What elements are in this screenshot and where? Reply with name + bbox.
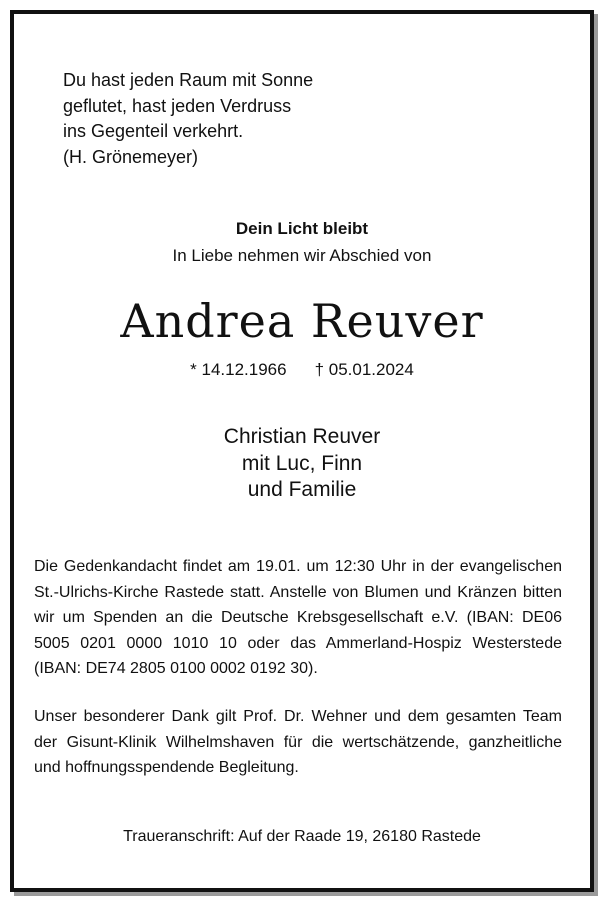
memorial-info-paragraph: Die Gedenkandacht findet am 19.01. um 12:30 Uhr in der evangelischen St.-Ulrichs-Kirche Rastede statt. Anstelle von Blumen und Kränzen bitten wir um Spenden an die Deutsche Krebsgesellschaft e.V. (IBAN: DE06 5005 0201 0000 1010 10 oder das Ammerland-Hospiz Westerstede (IBAN: DE74 2805 0100 0002 0192 30). [34,558,562,677]
quote-block [63,68,313,170]
intro-text: In Liebe nehmen wir Abschied von [172,246,432,265]
quote-line: ins Gegenteil verkehrt. [63,121,244,141]
mourner-line: Christian Reuver [223,425,381,448]
mourner-line: mit Luc, Finn [241,451,363,475]
obituary-frame [10,10,594,892]
quote-line: geflutet, hast jeden Verdruss [63,95,292,116]
mourners-block [14,424,590,504]
death-date: † 05.01.2024 [314,360,414,379]
quote-author: (H. Grönemeyer) [63,146,199,167]
mourner-line: und Familie [247,478,357,501]
birth-date: * 14.12.1966 [190,360,287,379]
mourning-address: Traueranschrift: Auf der Raade 19, 26180 Rastede [123,828,481,845]
life-dates [14,360,590,380]
quote-line: Du hast jeden Raum mit Sonne [63,70,314,90]
thanks-paragraph: Unser besonderer Dank gilt Prof. Dr. Wehner und dem gesamten Team der Gisunt-Klinik Wilhelmshaven für die wertschätzende, ganzheitliche und hoffnungsspendende Begleitung. [34,708,562,776]
heading: Dein Licht bleibt [235,219,369,238]
deceased-name: Andrea Reuver [120,294,484,348]
